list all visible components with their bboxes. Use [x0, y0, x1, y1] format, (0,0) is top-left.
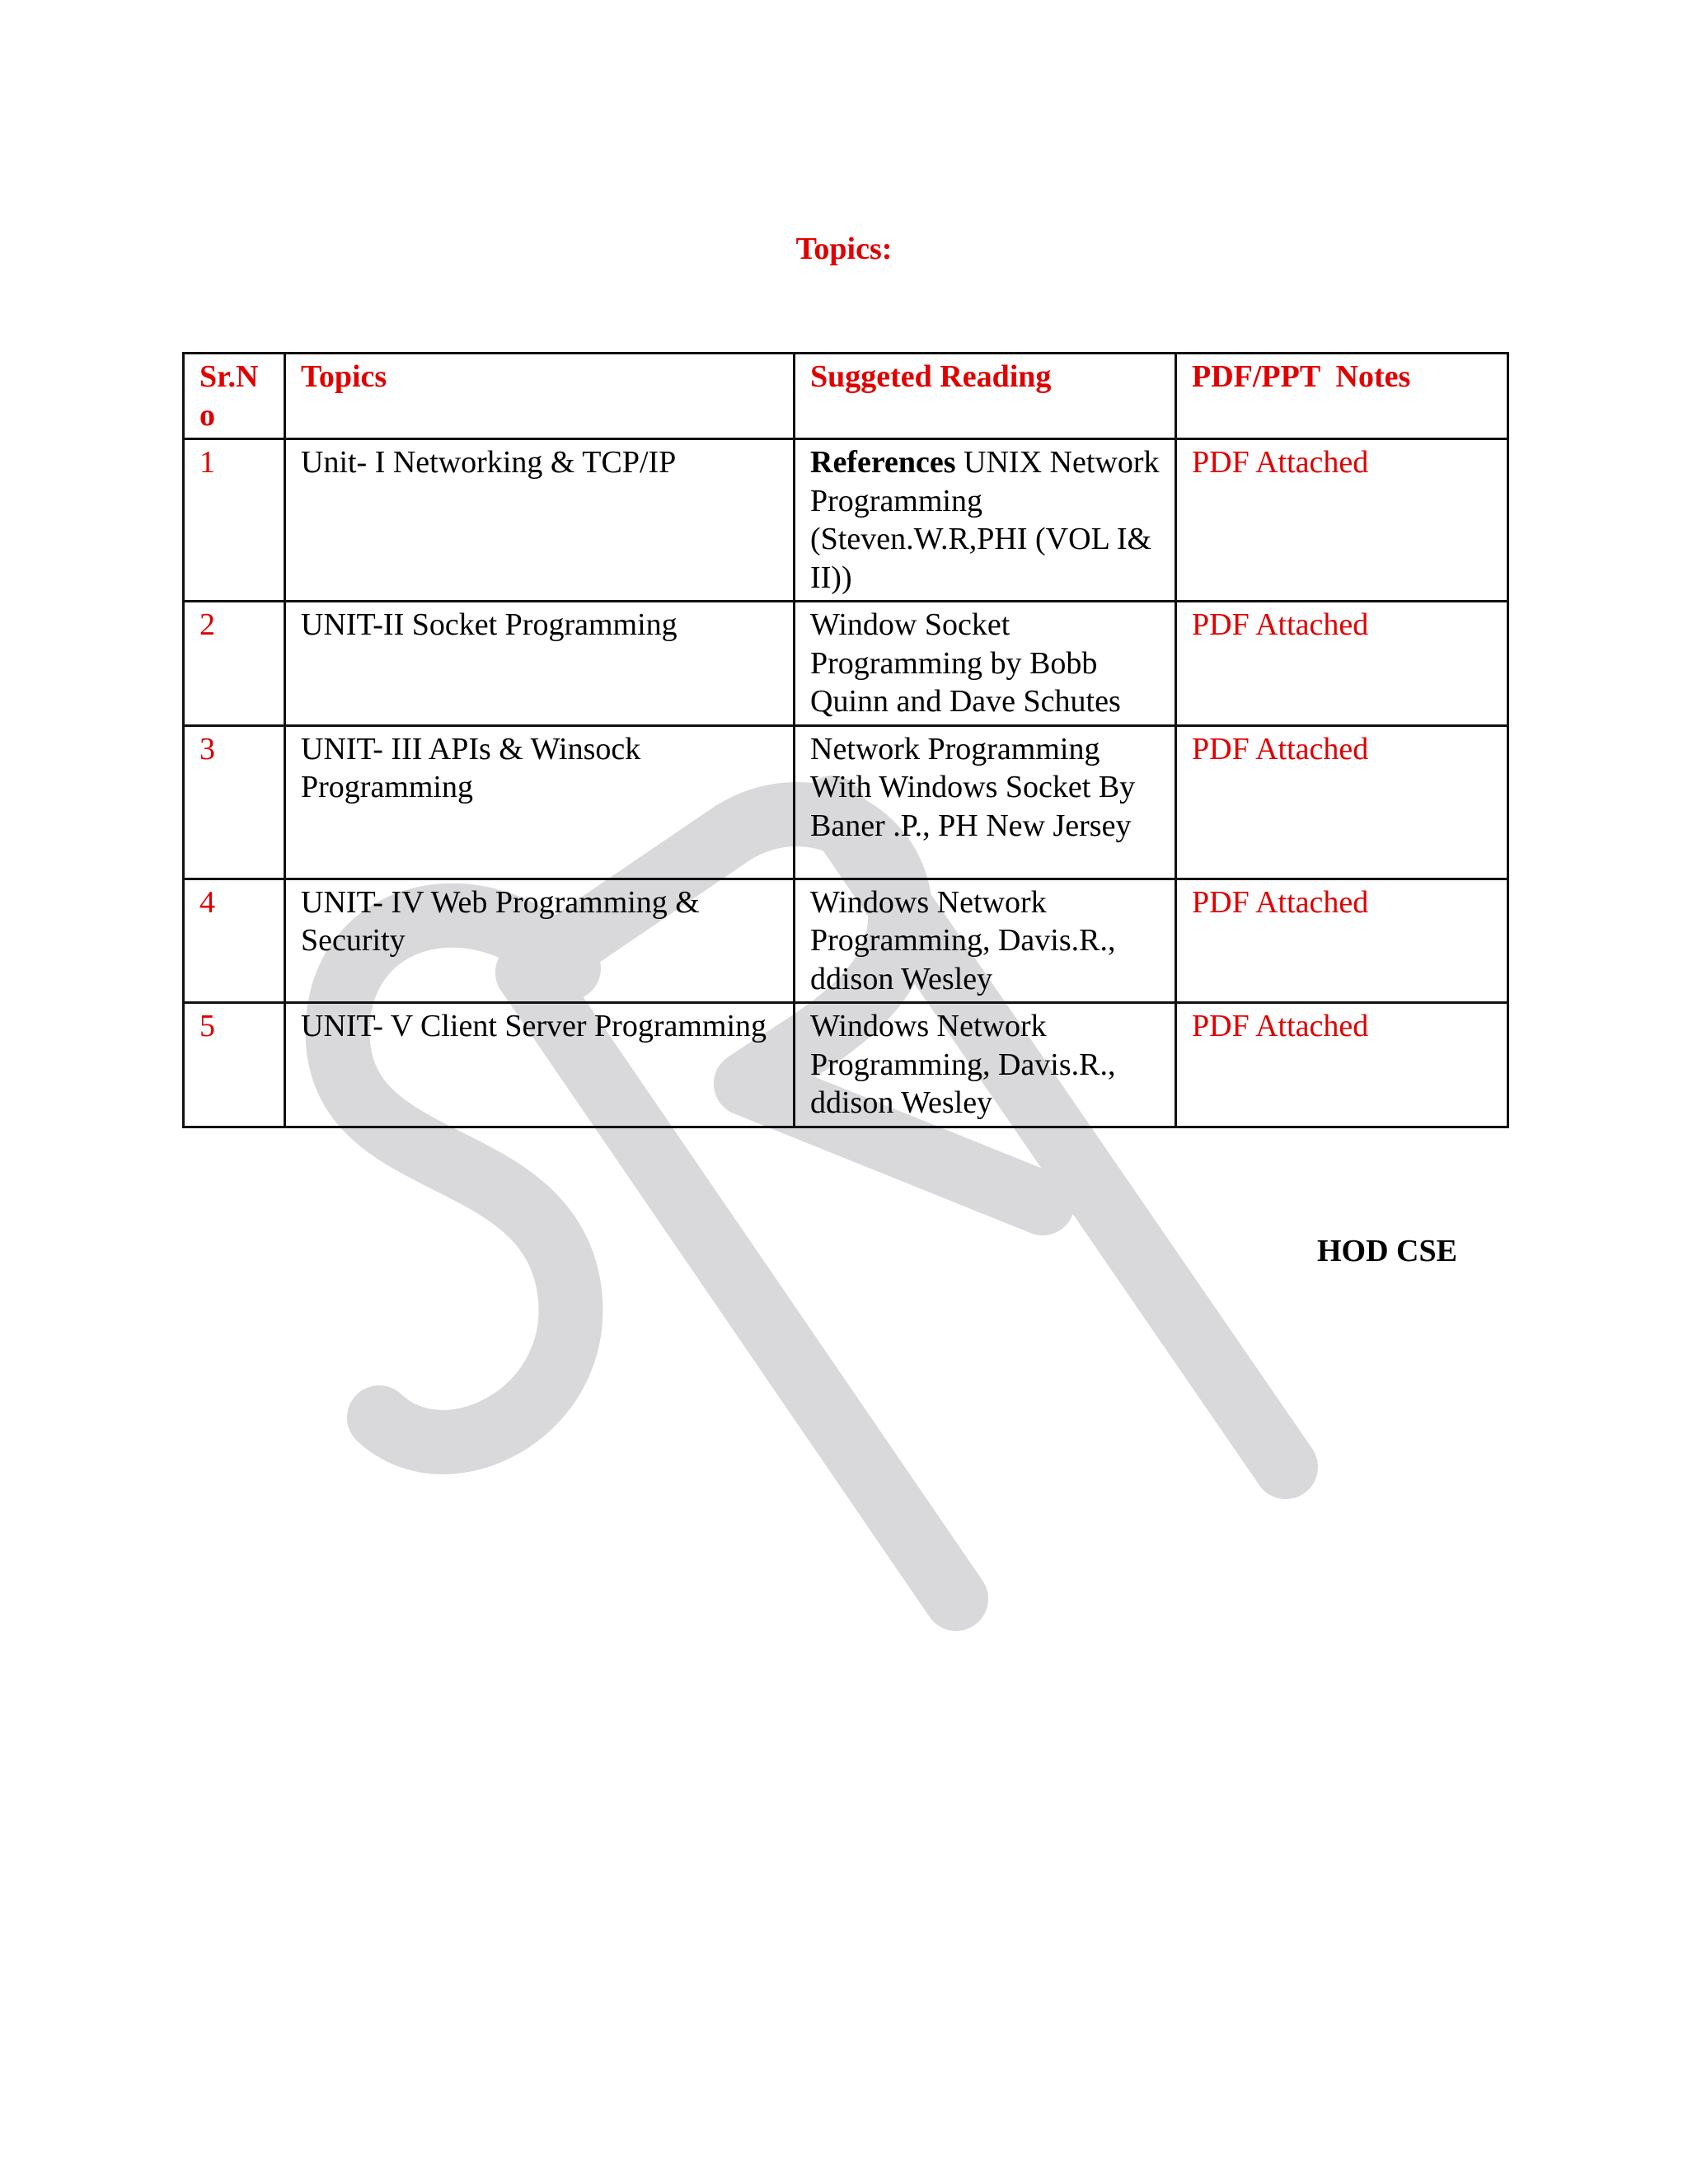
header-topics: Topics	[285, 354, 795, 439]
row-reading: Window Socket Programming by Bobb Quinn and Dave Schutes	[795, 602, 1176, 726]
header-sr-no: Sr.No	[184, 354, 285, 439]
row-topic: UNIT- V Client Server Programming	[285, 1003, 795, 1127]
table-header-row	[184, 354, 1508, 439]
row-topic: UNIT- III APIs & Winsock Programming	[285, 725, 795, 879]
pdf-attached-link[interactable]: PDF Attached	[1176, 725, 1508, 879]
row-number: 2	[184, 602, 285, 726]
table-row	[184, 602, 1508, 726]
pdf-attached-link[interactable]: PDF Attached	[1176, 602, 1508, 726]
page-title: Topics:	[795, 232, 893, 266]
pdf-attached-link[interactable]: PDF Attached	[1176, 439, 1508, 602]
row-number: 4	[184, 879, 285, 1003]
row-reading: Windows Network Programming, Davis.R., ddison Wesley	[795, 1003, 1176, 1127]
row-topic: UNIT-II Socket Programming	[285, 602, 795, 726]
topics-table	[182, 352, 1509, 1128]
pdf-attached-link[interactable]: PDF Attached	[1176, 1003, 1508, 1127]
reading-text: UNIX Network Programming (Steven.W.R,PHI (VOL I& II))	[810, 445, 1160, 595]
table-row	[184, 1003, 1508, 1127]
signature-hod-cse: HOD CSE	[1317, 1234, 1457, 1268]
pdf-attached-link[interactable]: PDF Attached	[1176, 879, 1508, 1003]
row-number: 1	[184, 439, 285, 602]
row-reading	[795, 439, 1176, 602]
table-row	[184, 879, 1508, 1003]
row-number: 3	[184, 725, 285, 879]
row-topic: Unit- I Networking & TCP/IP	[285, 439, 795, 602]
row-number: 5	[184, 1003, 285, 1127]
table-row	[184, 725, 1508, 879]
reading-references-label: References	[810, 445, 956, 480]
header-notes: PDF/PPT Notes	[1176, 354, 1508, 439]
table-row	[184, 439, 1508, 602]
row-topic: UNIT- IV Web Programming & Security	[285, 879, 795, 1003]
header-suggested-reading: Suggeted Reading	[795, 354, 1176, 439]
row-reading: Network Programming With Windows Socket By Baner .P., PH New Jersey	[795, 725, 1176, 879]
row-reading: Windows Network Programming, Davis.R., ddison Wesley	[795, 879, 1176, 1003]
